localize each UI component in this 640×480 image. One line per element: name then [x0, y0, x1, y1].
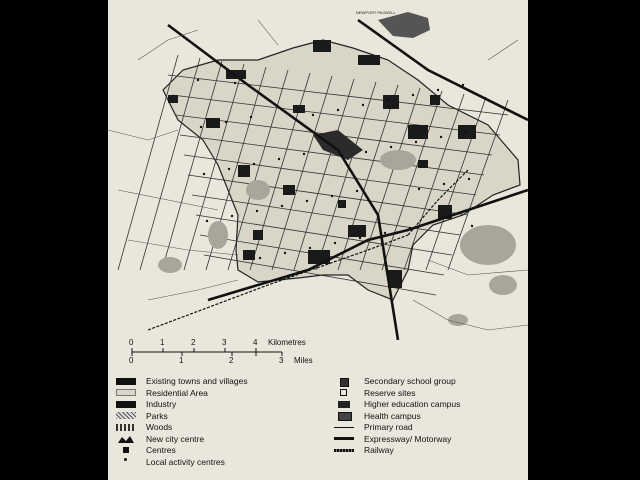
legend-label: Parks — [146, 410, 168, 421]
km-tick-0: 0 — [129, 338, 134, 347]
km-tick-2: 2 — [191, 338, 196, 347]
local-activity-dot — [334, 242, 336, 244]
local-activity-dot — [337, 109, 339, 111]
local-activity-dot — [440, 136, 442, 138]
local-activity-dot — [203, 173, 205, 175]
legend-label: New city centre — [146, 433, 205, 444]
legend-label: Industry — [146, 399, 177, 410]
local-activity-dot — [281, 205, 283, 207]
local-activity-dot — [356, 190, 358, 192]
local-activity-dot — [331, 195, 333, 197]
local-activity-dot — [362, 104, 364, 106]
legend-label: Existing towns and villages — [146, 376, 248, 387]
legend-label: Health campus — [364, 410, 421, 421]
right-legend-item — [334, 445, 460, 457]
mile-label: Miles — [294, 356, 313, 365]
legend-label: Primary road — [364, 422, 413, 433]
light-symbol-icon — [116, 389, 138, 397]
industry-block — [243, 250, 255, 260]
legend-label: Railway — [364, 445, 394, 456]
industry-block — [168, 95, 178, 103]
health-symbol-icon — [334, 412, 356, 420]
industry-block — [253, 230, 263, 240]
km-tick-1: 1 — [160, 338, 165, 347]
local-activity-dot — [234, 82, 236, 84]
legend-label: Local activity centres — [146, 456, 225, 467]
stipple-symbol-icon — [116, 412, 138, 420]
solid-black-symbol-icon — [116, 378, 138, 386]
dot-symbol-icon — [116, 458, 138, 466]
industry-block — [348, 225, 366, 237]
local-activity-dot — [278, 158, 280, 160]
km-label: Kilometres — [268, 338, 306, 347]
left-legend-item — [116, 434, 248, 446]
mile-tick-2: 2 — [229, 356, 234, 365]
local-activity-dot — [390, 146, 392, 148]
left-legend-item — [116, 399, 248, 411]
local-activity-dot — [253, 163, 255, 165]
legend-label: Secondary school group — [364, 376, 456, 387]
local-activity-dot — [437, 89, 439, 91]
solid-black-symbol-icon — [116, 401, 138, 409]
woods-symbol-icon — [116, 424, 138, 432]
local-activity-dot — [306, 200, 308, 202]
mile-tick-3: 3 — [279, 356, 284, 365]
industry-block — [383, 95, 399, 109]
legend-label: Expressway/ Motorway — [364, 433, 452, 444]
local-activity-dot — [462, 84, 464, 86]
industry-block — [313, 40, 331, 52]
industry-block — [283, 185, 295, 195]
local-activity-dot — [359, 237, 361, 239]
local-activity-dot — [206, 220, 208, 222]
local-activity-dot — [412, 94, 414, 96]
legend-label: Residential Area — [146, 387, 208, 398]
reserve-symbol-icon — [334, 389, 356, 397]
local-activity-dot — [465, 131, 467, 133]
local-activity-dot — [228, 168, 230, 170]
left-legend-item — [116, 422, 248, 434]
local-activity-dot — [312, 114, 314, 116]
local-activity-dot — [284, 252, 286, 254]
railway-symbol-icon — [334, 447, 356, 455]
local-activity-dot — [225, 121, 227, 123]
local-activity-dot — [256, 210, 258, 212]
grid-road — [118, 55, 178, 270]
right-legend-item — [334, 434, 460, 446]
local-activity-dot — [303, 153, 305, 155]
existing-town-newport-pagnell — [378, 12, 430, 38]
industry-block — [293, 105, 305, 113]
industry-block — [358, 55, 380, 65]
local-activity-dot — [418, 188, 420, 190]
right-legend-item — [334, 388, 460, 400]
industry-block — [418, 160, 428, 168]
place-label: NEWPORT PAGNELL — [356, 10, 396, 15]
industry-block — [206, 118, 220, 128]
left-legend-item — [116, 388, 248, 400]
local-activity-dot — [200, 126, 202, 128]
local-activity-dot — [250, 116, 252, 118]
industry-block — [430, 95, 440, 105]
city-centre-symbol-icon — [116, 435, 138, 443]
local-activity-dot — [197, 79, 199, 81]
legend-left — [116, 376, 248, 468]
thin-line-symbol-icon — [334, 424, 356, 432]
right-legend-item — [334, 376, 460, 388]
school-symbol-icon — [334, 378, 356, 386]
industry-block — [338, 200, 346, 208]
right-legend-item — [334, 399, 460, 411]
mile-tick-0: 0 — [129, 356, 134, 365]
industry-block — [408, 125, 428, 139]
thick-line-symbol-icon — [334, 435, 356, 443]
legend-label: Reserve sites — [364, 387, 416, 398]
right-legend-item — [334, 422, 460, 434]
local-activity-dot — [384, 232, 386, 234]
industry-block — [238, 165, 250, 177]
legend-label: Woods — [146, 422, 173, 433]
centres-symbol-icon — [116, 447, 138, 455]
left-legend-item — [116, 376, 248, 388]
right-legend-item — [334, 411, 460, 423]
legend-right — [334, 376, 460, 457]
city-plan-map — [108, 0, 528, 340]
local-activity-dot — [443, 183, 445, 185]
mile-tick-1: 1 — [179, 356, 184, 365]
higher-ed-symbol-icon — [334, 401, 356, 409]
left-legend-item — [116, 457, 248, 469]
local-activity-dot — [468, 178, 470, 180]
legend-label: Higher education campus — [364, 399, 461, 410]
local-activity-dot — [409, 227, 411, 229]
km-tick-4: 4 — [253, 338, 258, 347]
km-tick-3: 3 — [222, 338, 227, 347]
local-activity-dot — [365, 151, 367, 153]
local-activity-dot — [231, 215, 233, 217]
local-activity-dot — [471, 225, 473, 227]
map-sheet — [108, 0, 528, 480]
local-activity-dot — [259, 257, 261, 259]
local-activity-dot — [415, 141, 417, 143]
scale-bar — [126, 340, 426, 370]
local-activity-dot — [387, 99, 389, 101]
left-legend-item — [116, 445, 248, 457]
local-activity-dot — [309, 247, 311, 249]
legend-label: Centres — [146, 445, 176, 456]
left-legend-item — [116, 411, 248, 423]
